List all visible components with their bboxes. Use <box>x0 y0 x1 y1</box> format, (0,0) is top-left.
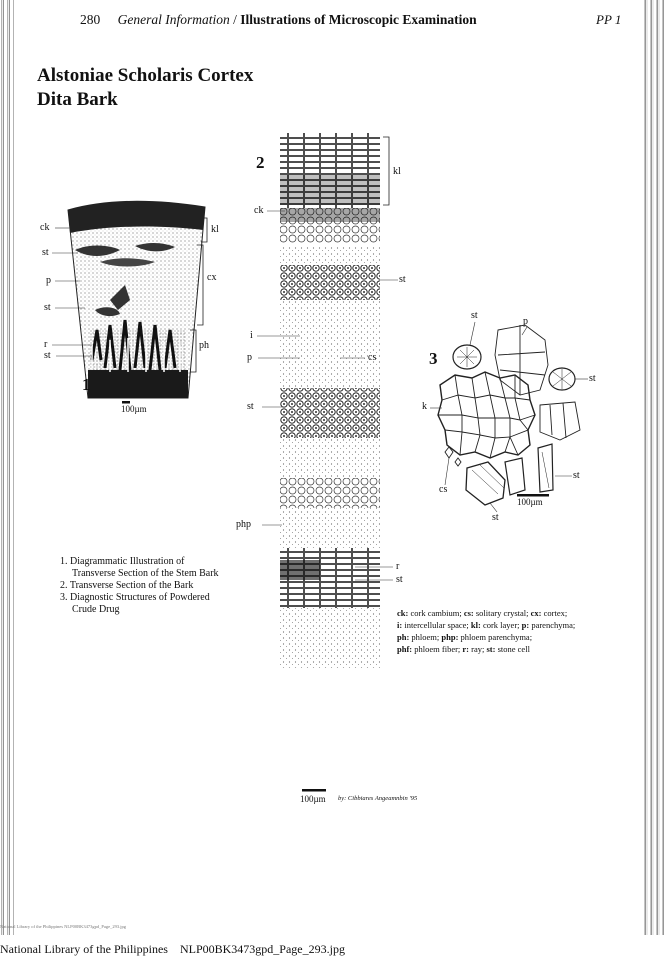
fig1-label-st-3: st <box>44 350 51 361</box>
caption-3: 3. Diagnostic Structures of Powdered <box>60 592 210 603</box>
fig2-label-kl: kl <box>393 166 401 177</box>
abbr-line-4: phf: phloem fiber; r: ray; st: stone cell <box>397 644 530 654</box>
fig1-label-cx: cx <box>207 272 217 283</box>
title-line-1: Alstoniae Scholaris Cortex <box>37 65 254 86</box>
illustrator-credit: by: Cibbiares Angeamnbin '95 <box>338 795 418 802</box>
subsection-title: Illustrations of Microscopic Examination <box>240 12 477 27</box>
fig3-scale: 100µm <box>517 497 543 507</box>
fig3-label-st-top: st <box>471 310 478 321</box>
scan-tiny-watermark: National Library of the Philippines NLP00BK3473gpd_Page_293.jpg <box>0 924 126 929</box>
abbr-line-1: ck: cork cambium; cs: solitary crystal; cx: cortex; <box>397 608 568 618</box>
footer-library: National Library of the Philippines <box>0 942 168 956</box>
abbreviations-legend <box>397 607 637 655</box>
fig3-label-st-right: st <box>589 373 596 384</box>
fig2-label-php: php <box>236 519 251 530</box>
fig2-label-ck: ck <box>254 205 264 216</box>
fig1-label-p: p <box>46 275 51 286</box>
fig1-label-r: r <box>44 339 48 350</box>
fig1-label-ck: ck <box>40 222 50 233</box>
fig3-label-k: k <box>422 401 427 412</box>
caption-3-cont: Crude Drug <box>72 604 120 615</box>
figure-captions <box>60 556 219 616</box>
fig2-label-r: r <box>396 561 400 572</box>
plate-label: PP 1 <box>596 12 622 27</box>
fig2-label-st-2: st <box>247 401 254 412</box>
footer-file: NLP00BK3473gpd_Page_293.jpg <box>179 942 345 956</box>
fig1-number: 1 <box>82 375 91 394</box>
fig3-label-cs: cs <box>439 484 448 495</box>
fig1-label-st-2: st <box>44 302 51 313</box>
fig1-scale: 100µm <box>121 404 147 414</box>
page-number: 280 <box>80 12 101 27</box>
abbr-line-2: i: intercellular space; kl: cork layer; p: parenchyma; <box>397 620 576 630</box>
caption-1: 1. Diagrammatic Illustration of <box>60 556 185 567</box>
fig1-label-st: st <box>42 247 49 258</box>
fig3-number: 3 <box>429 349 438 368</box>
scan-footer <box>0 942 345 957</box>
fig3-label-st-right-2: st <box>573 470 580 481</box>
fig2-scale: 100µm <box>300 794 326 804</box>
fig2-label-st: st <box>399 274 406 285</box>
header-separator: / <box>229 12 241 27</box>
fig2-label-st-3: st <box>396 574 403 585</box>
title-line-2: Dita Bark <box>37 89 118 110</box>
fig2-label-cs: cs <box>368 352 377 363</box>
fig2-label-p: p <box>247 352 252 363</box>
fig3-label-st-bottom: st <box>492 512 499 523</box>
fig2-number: 2 <box>256 153 265 172</box>
abbr-line-3: ph: phloem; php: phloem parenchyma; <box>397 632 533 642</box>
caption-2: 2. Transverse Section of the Bark <box>60 580 194 591</box>
fig2-label-i: i <box>250 330 253 341</box>
fig3-label-p: p <box>523 316 528 327</box>
fig1-label-ph: ph <box>199 340 209 351</box>
caption-1-cont: Transverse Section of the Stem Bark <box>72 568 219 579</box>
section-title: General Information <box>117 12 230 27</box>
fig1-label-kl: kl <box>211 224 219 235</box>
